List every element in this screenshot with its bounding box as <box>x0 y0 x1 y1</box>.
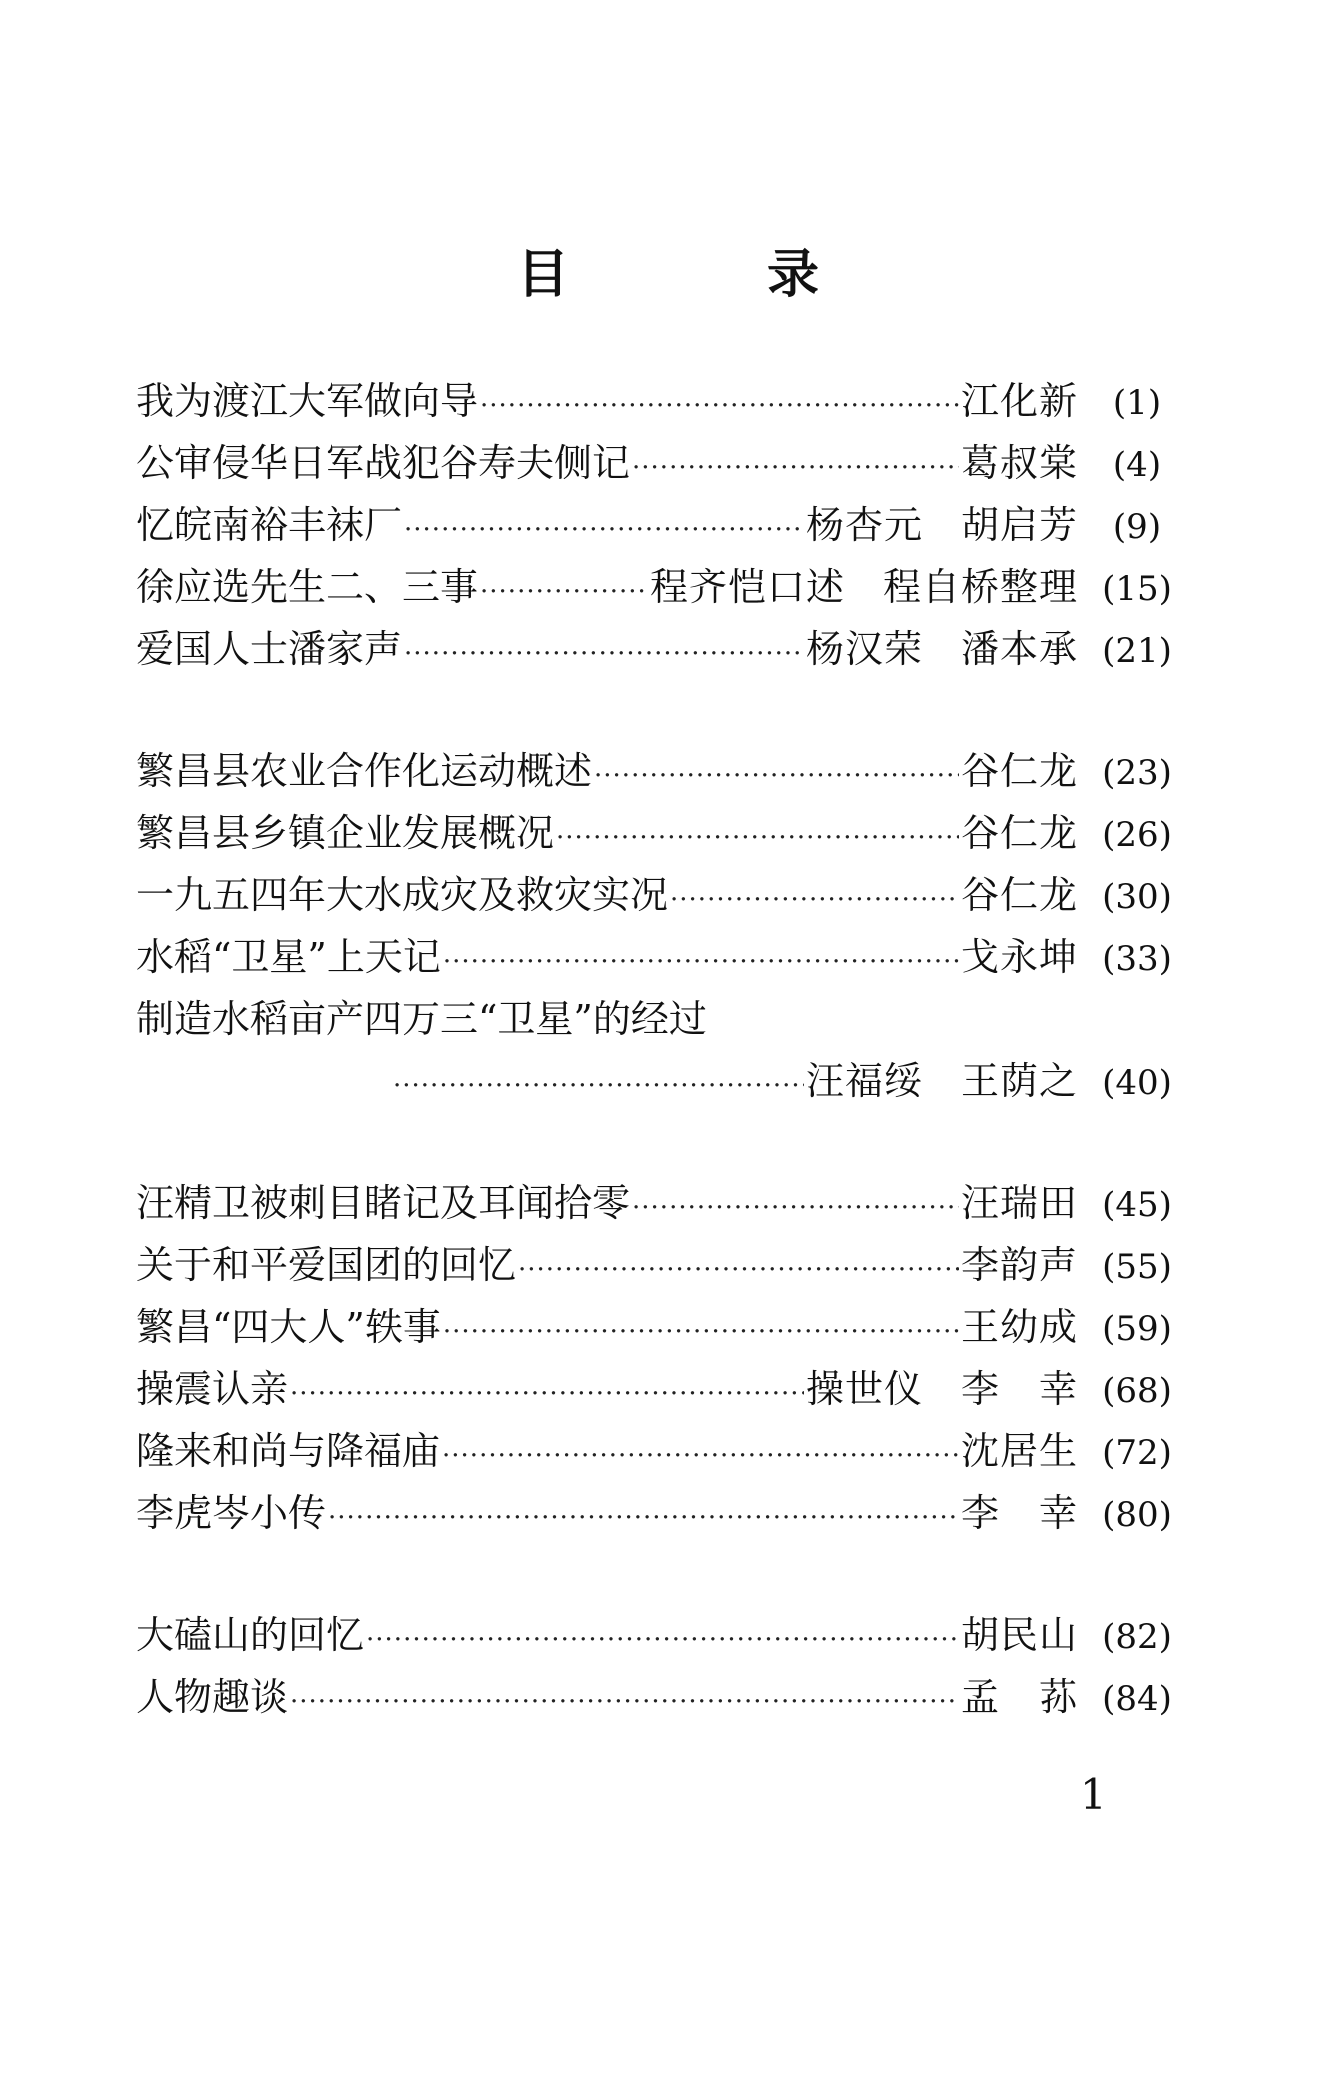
author-2: 程自桥整理 <box>882 565 1078 609</box>
toc-entry[interactable] <box>136 1420 1196 1482</box>
page-value: 9 <box>1126 507 1148 547</box>
dot-leader <box>442 1425 959 1487</box>
table-of-contents <box>136 370 1196 1728</box>
entry-author: 沈居生 <box>960 1429 1078 1473</box>
dot-leader <box>443 1301 959 1363</box>
entry-title: 人物趣谈 <box>136 1675 289 1719</box>
toc-entry-continuation[interactable] <box>136 1050 1196 1112</box>
entry-title: 李虎岑小传 <box>136 1491 327 1535</box>
toc-entry[interactable] <box>136 1296 1196 1358</box>
dot-leader <box>594 745 959 807</box>
entry-page: (72) <box>1102 1433 1172 1473</box>
entry-author: 谷仁龙 <box>960 873 1078 917</box>
page-value: 23 <box>1115 753 1159 793</box>
dot-leader <box>556 807 959 869</box>
toc-entry[interactable] <box>136 494 1196 556</box>
entry-page: (23) <box>1102 753 1172 793</box>
entry-page: (45) <box>1102 1185 1172 1225</box>
entry-page: (30) <box>1102 877 1172 917</box>
page-value: 72 <box>1115 1433 1159 1473</box>
entry-page: (1) <box>1112 383 1162 423</box>
author-1: 汪福绥 <box>805 1059 923 1103</box>
dot-leader <box>404 623 804 685</box>
page-value: 45 <box>1115 1185 1159 1225</box>
entry-page: (82) <box>1102 1617 1172 1657</box>
entry-page: (15) <box>1102 569 1172 609</box>
dot-leader <box>443 931 959 993</box>
entry-page: (33) <box>1102 939 1172 979</box>
page-value: 30 <box>1115 877 1159 917</box>
entry-author <box>806 494 1078 556</box>
entry-title: 忆皖南裕丰袜厂 <box>136 503 403 547</box>
entry-author: 葛叔棠 <box>960 441 1078 485</box>
entry-author: 谷仁龙 <box>960 811 1078 855</box>
entry-author: 汪瑞田 <box>960 1181 1078 1225</box>
author-2: 王荫之 <box>960 1059 1078 1103</box>
entry-page: (9) <box>1112 507 1162 547</box>
author-2: 潘本承 <box>960 627 1078 671</box>
dot-leader <box>480 561 648 623</box>
entry-page: (68) <box>1102 1371 1172 1411</box>
entry-title: 操震认亲 <box>136 1367 289 1411</box>
page-value: 1 <box>1126 383 1148 423</box>
page-number: 1 <box>1080 1770 1107 1819</box>
page-value: 4 <box>1126 445 1148 485</box>
toc-entry[interactable] <box>136 740 1196 802</box>
author-1: 操世仪 <box>805 1367 923 1411</box>
entry-title: 公审侵华日军战犯谷寿夫侧记 <box>136 441 631 485</box>
author-2: 胡启芳 <box>960 503 1078 547</box>
entry-title: 一九五四年大水成灾及救灾实况 <box>136 873 669 917</box>
toc-entry[interactable] <box>136 618 1196 680</box>
entry-page: (4) <box>1112 445 1162 485</box>
toc-entry[interactable] <box>136 926 1196 988</box>
entry-author: 王幼成 <box>960 1305 1078 1349</box>
toc-entry[interactable] <box>136 556 1196 618</box>
page-value: 80 <box>1115 1495 1159 1535</box>
page-value: 59 <box>1115 1309 1159 1349</box>
entry-author: 胡民山 <box>960 1613 1078 1657</box>
entry-author: 谷仁龙 <box>960 749 1078 793</box>
dot-leader <box>632 1177 959 1239</box>
toc-entry[interactable] <box>136 1604 1196 1666</box>
entry-author <box>806 1050 1078 1112</box>
dot-leader <box>670 869 959 931</box>
entry-author <box>806 1358 1078 1420</box>
entry-author <box>650 556 1078 618</box>
author-2: 李 幸 <box>960 1367 1078 1411</box>
page-value: 21 <box>1115 631 1159 671</box>
toc-entry[interactable] <box>136 802 1196 864</box>
toc-entry[interactable] <box>136 1234 1196 1296</box>
entry-author <box>806 618 1078 680</box>
entry-title: 繁昌县农业合作化运动概述 <box>136 749 593 793</box>
entry-page: (40) <box>1102 1063 1172 1103</box>
entry-title: 徐应选先生二、三事 <box>136 565 479 609</box>
entry-author: 李韵声 <box>960 1243 1078 1287</box>
page-value: 15 <box>1115 569 1159 609</box>
dot-leader <box>404 499 804 561</box>
dot-leader <box>290 1363 804 1425</box>
entry-author: 李 幸 <box>960 1491 1078 1535</box>
page-value: 26 <box>1115 815 1159 855</box>
page-value: 55 <box>1115 1247 1159 1287</box>
author-1: 程齐恺口述 <box>649 565 845 609</box>
dot-leader <box>328 1487 959 1549</box>
toc-entry[interactable] <box>136 1666 1196 1728</box>
entry-page: (59) <box>1102 1309 1172 1349</box>
author-1: 杨汉荣 <box>805 627 923 671</box>
author-1: 杨杏元 <box>805 503 923 547</box>
dot-leader <box>366 1609 959 1671</box>
entry-page: (55) <box>1102 1247 1172 1287</box>
entry-page: (26) <box>1102 815 1172 855</box>
entry-title: 水稻“卫星”上天记 <box>136 935 441 979</box>
entry-page: (84) <box>1102 1679 1172 1719</box>
toc-entry[interactable] <box>136 432 1196 494</box>
entry-title: 关于和平爱国团的回忆 <box>136 1243 517 1287</box>
entry-title: 繁昌县乡镇企业发展概况 <box>136 811 555 855</box>
entry-author: 孟 荪 <box>960 1675 1078 1719</box>
toc-entry[interactable] <box>136 864 1196 926</box>
toc-entry[interactable] <box>136 1172 1196 1234</box>
page-title: 目 录 <box>516 245 910 305</box>
entry-title: 汪精卫被刺目睹记及耳闻拾零 <box>136 1181 631 1225</box>
toc-entry[interactable] <box>136 988 1196 1050</box>
page-value: 82 <box>1115 1617 1159 1657</box>
page-value: 33 <box>1115 939 1159 979</box>
entry-title: 大磕山的回忆 <box>136 1613 365 1657</box>
toc-entry[interactable] <box>136 1482 1196 1544</box>
entry-title: 我为渡江大军做向导 <box>136 379 479 423</box>
dot-leader <box>480 375 959 437</box>
entry-author: 戈永坤 <box>960 935 1078 979</box>
toc-entry[interactable] <box>136 370 1196 432</box>
entry-title: 隆来和尚与降福庙 <box>136 1429 441 1473</box>
page-value: 40 <box>1115 1063 1159 1103</box>
page-value: 68 <box>1115 1371 1159 1411</box>
dot-leader <box>518 1239 959 1301</box>
toc-entry[interactable] <box>136 1358 1196 1420</box>
entry-title: 繁昌“四大人”轶事 <box>136 1305 441 1349</box>
dot-leader <box>632 437 959 499</box>
dot-leader <box>290 1671 959 1733</box>
entry-page: (80) <box>1102 1495 1172 1535</box>
dot-leader <box>393 1055 804 1117</box>
entry-author: 江化新 <box>960 379 1078 423</box>
entry-title: 制造水稻亩产四万三“卫星”的经过 <box>136 997 707 1041</box>
entry-page: (21) <box>1102 631 1172 671</box>
page-value: 84 <box>1115 1679 1159 1719</box>
entry-title: 爱国人士潘家声 <box>136 627 403 671</box>
